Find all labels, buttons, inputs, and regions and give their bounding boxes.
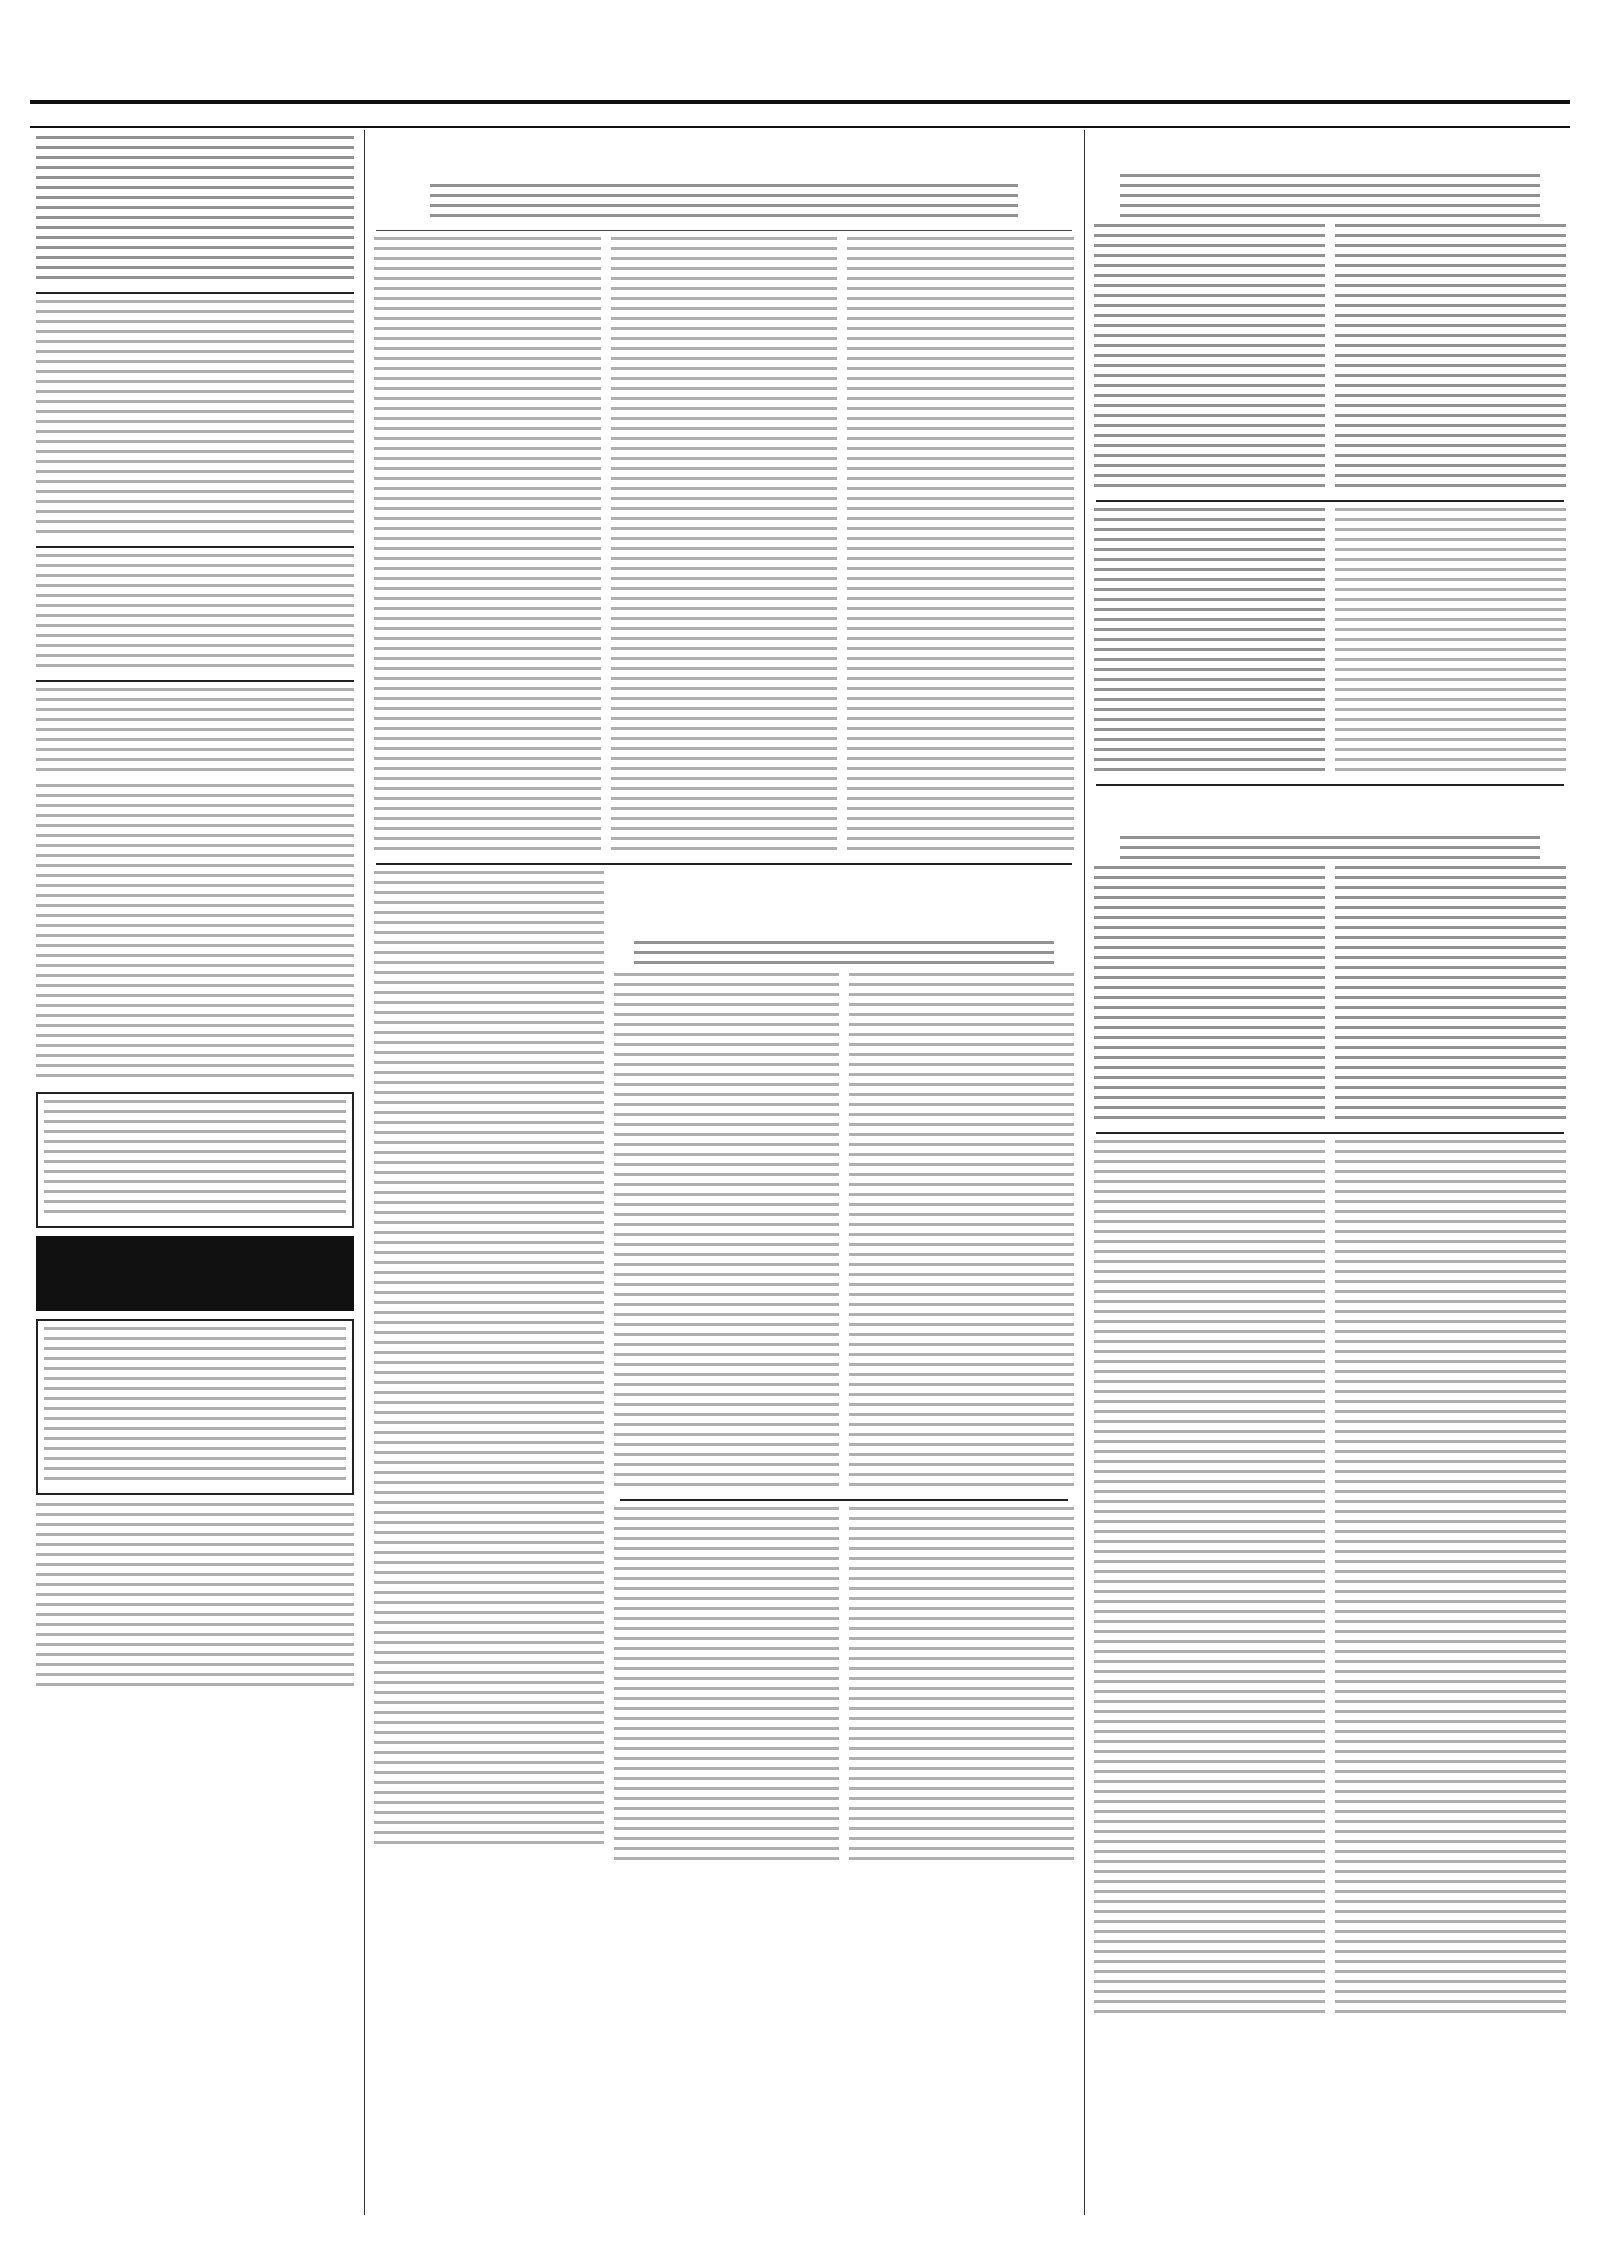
theatre-ad — [36, 1092, 354, 1228]
notice-text — [36, 300, 354, 540]
fifth-edition-headline — [614, 871, 1074, 937]
second-edition-subheadline — [1120, 174, 1540, 218]
divider — [1096, 500, 1564, 502]
third-edition-subheadline — [1120, 836, 1540, 860]
article-text — [1094, 866, 1325, 1126]
cinema-ad — [36, 1319, 354, 1495]
divider — [620, 1499, 1068, 1501]
lower-center-right — [614, 871, 1074, 1867]
column-left — [30, 130, 360, 2215]
ad-text — [44, 1100, 346, 1220]
article-text — [374, 871, 604, 1851]
divider — [1096, 1132, 1564, 1134]
article-text — [614, 973, 839, 1493]
announcement-text — [36, 784, 354, 1084]
article-text — [1335, 224, 1566, 494]
market-table-text — [36, 136, 354, 286]
fifth-edition-columns — [614, 973, 1074, 1493]
lead-subheadline — [430, 184, 1018, 224]
ad-text — [44, 1327, 346, 1487]
article-text — [1094, 224, 1325, 494]
masthead-rule-top — [30, 100, 1570, 104]
divider — [376, 863, 1072, 865]
announcement-text — [36, 688, 354, 778]
lower-center-row — [374, 871, 1074, 1867]
bottom-center-columns — [614, 1507, 1074, 1867]
lead-story-columns — [374, 237, 1074, 857]
second-edition-headline — [1090, 130, 1570, 170]
article-text — [1335, 508, 1566, 778]
fifth-edition-subheadline — [634, 941, 1054, 965]
article-text — [849, 973, 1074, 1493]
divider — [36, 546, 354, 548]
article-text — [614, 1507, 839, 1867]
lead-story-text — [847, 237, 1074, 857]
classified-text — [36, 1503, 354, 1693]
divider — [376, 230, 1072, 231]
article-text — [1335, 866, 1566, 1126]
divider — [36, 292, 354, 294]
column-right — [1090, 130, 1570, 2215]
divider — [1096, 784, 1564, 786]
lead-headline — [370, 130, 1078, 180]
column-center — [370, 130, 1078, 2215]
third-edition-columns — [1094, 866, 1566, 1126]
third-edition-headline — [1090, 792, 1570, 832]
lead-story-text — [611, 237, 838, 857]
lead-story-text — [374, 237, 601, 857]
column-rule — [364, 130, 365, 2215]
article-text — [1094, 1140, 1325, 2020]
lower-center-left — [374, 871, 604, 1867]
divider — [36, 680, 354, 682]
notice-text — [36, 554, 354, 674]
second-edition-columns — [1094, 224, 1566, 494]
lower-right-columns — [1094, 1140, 1566, 2020]
article-text — [1335, 1140, 1566, 2020]
column-rule — [1084, 130, 1085, 2215]
cinema-ad-banner — [36, 1236, 354, 1311]
article-text — [849, 1507, 1074, 1867]
article-text — [1094, 508, 1325, 778]
telegraph-columns — [1094, 508, 1566, 778]
masthead-rule-bottom — [30, 126, 1570, 128]
